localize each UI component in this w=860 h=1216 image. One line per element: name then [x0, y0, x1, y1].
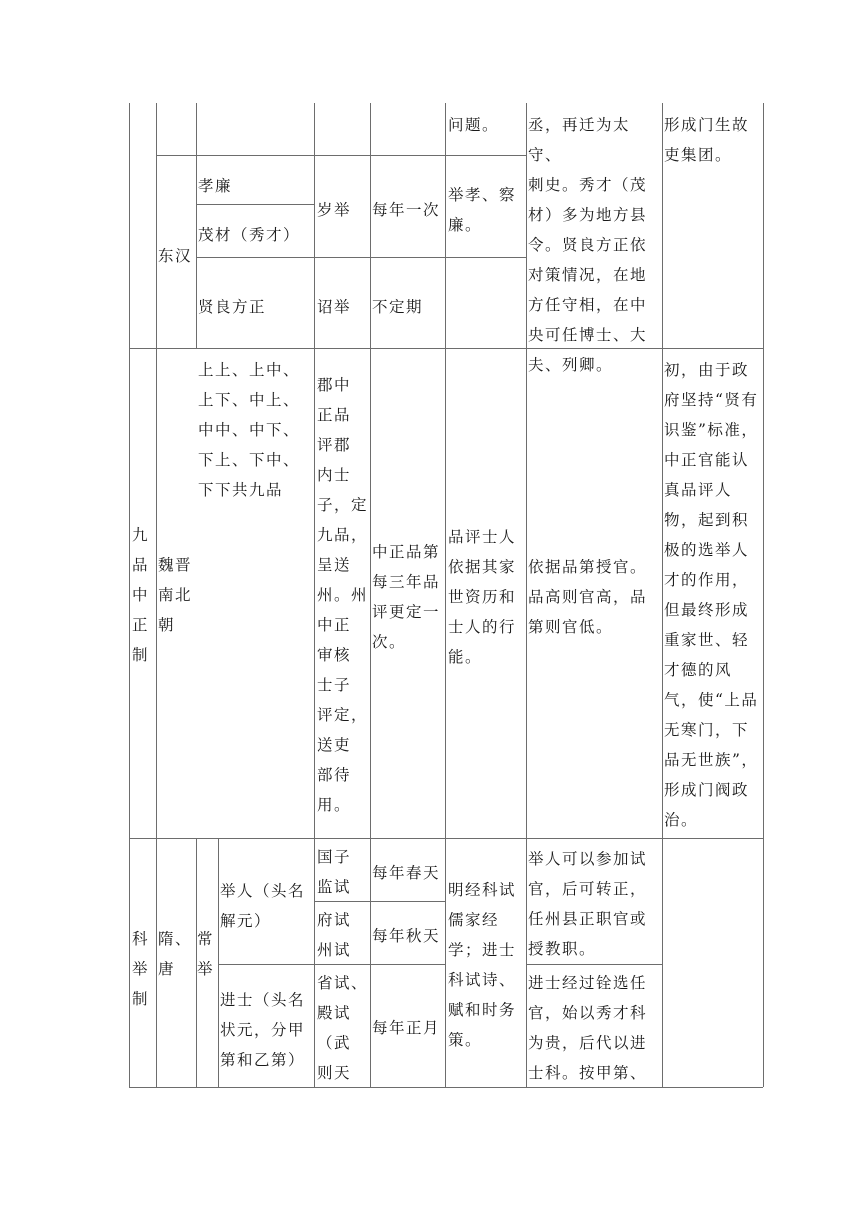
exam-fushi: 府试 州试	[317, 911, 352, 959]
system-imperial-exam: 科 举 制	[132, 930, 148, 1008]
exam-content-cell: 明经科试 儒家经 学；进士 科试诗、 赋和时务 策。	[448, 881, 517, 1049]
juren-cell: 举人（头名 解元）	[220, 882, 306, 930]
time-irregular: 不定期	[372, 298, 424, 316]
nine-rank-method-cell: 郡中 正品 评郡 内士 子，定 九品， 呈送 州。州 中正 审核 士子 评定， 送吏 部待 用。	[317, 376, 369, 814]
exam-guozijian: 国子 监试	[317, 848, 352, 896]
table-border-right	[763, 103, 764, 1087]
juren-outcome-cell: 举人可以参加试 官，后可转正， 任州县正职官或 授教职。	[528, 850, 648, 958]
table-divider	[218, 838, 219, 1087]
table-divider	[196, 103, 197, 348]
jinshi-outcome-cell: 进士经过铨选任 官，始以秀才科 为贵，后代以进 士科。按甲第、	[528, 974, 648, 1082]
table-border-left	[129, 103, 130, 1087]
period-sui-tang: 隋、 唐	[158, 930, 193, 978]
table-border-bottom	[129, 1087, 763, 1088]
row-divider	[156, 155, 526, 156]
content-xiaolian: 举孝、察 廉。	[448, 186, 517, 234]
row-divider	[196, 257, 314, 258]
time-january: 每年正月	[372, 1019, 441, 1037]
nine-rank-outcome-cell: 依据品第授官。 品高则官高，品 第则官低。	[528, 558, 648, 636]
system-nine-rank: 九 品 中 正 制	[132, 526, 148, 664]
row-divider	[129, 838, 763, 839]
method-suiju: 岁举	[317, 201, 352, 219]
table-divider	[156, 103, 157, 1087]
table-divider	[314, 103, 315, 1087]
nine-rank-time-cell: 中正品第 每三年品 评更定一 次。	[372, 543, 441, 651]
subject-xiaolian: 孝廉	[198, 177, 233, 195]
han-content-cell: 问题。	[448, 116, 500, 134]
row-divider	[526, 964, 662, 965]
table-divider	[662, 103, 663, 1087]
period-eastern-han: 东汉	[158, 247, 193, 265]
time-autumn: 每年秋天	[372, 927, 441, 945]
table-divider	[526, 103, 527, 1087]
han-selection-outcome-cell: 丞，再迁为太守、 刺史。秀才（茂 材）多为地方县 令。贤良方正依 对策情况，在地 方任守相，在中 央可任博士、大 夫、列卿。	[528, 116, 648, 374]
row-divider	[196, 204, 314, 205]
time-yearly: 每年一次	[372, 201, 441, 219]
exam-shengshi: 省试、 殿试 （武 则天	[317, 974, 369, 1082]
table-divider	[445, 103, 446, 1087]
jinshi-cell: 进士（头名 状元，分甲 第和乙第）	[220, 991, 306, 1069]
method-zhaoju: 诏举	[317, 298, 352, 316]
subject-xianliang: 贤良方正	[198, 298, 267, 316]
time-spring: 每年春天	[372, 864, 441, 882]
type-changju: 常 举	[197, 930, 213, 978]
row-divider	[314, 257, 526, 258]
table-divider	[370, 103, 371, 1087]
nine-rank-content-cell: 品评士人 依据其家 世资历和 士人的行 能。	[448, 528, 517, 666]
han-effect-cell: 形成门生故 吏集团。	[664, 116, 750, 164]
subject-maocai: 茂材（秀才）	[198, 226, 301, 244]
period-weijin: 魏晋 南北 朝	[158, 556, 193, 634]
nine-rank-effect-cell: 初，由于政 府坚持“贤有 识鉴”标准， 中正官能认 真品评人 物，起到积 极的选举人 才的作用， 但最终形成 重家世、轻 才德的风 气，使“上品 无寒门，下 品无世族”， 形成门阀政 治。	[664, 361, 759, 829]
nine-grades-cell: 上上、上中、 上下、中上、 中中、中下、 下上、下中、 下下共九品	[198, 361, 301, 499]
row-divider	[129, 348, 763, 349]
